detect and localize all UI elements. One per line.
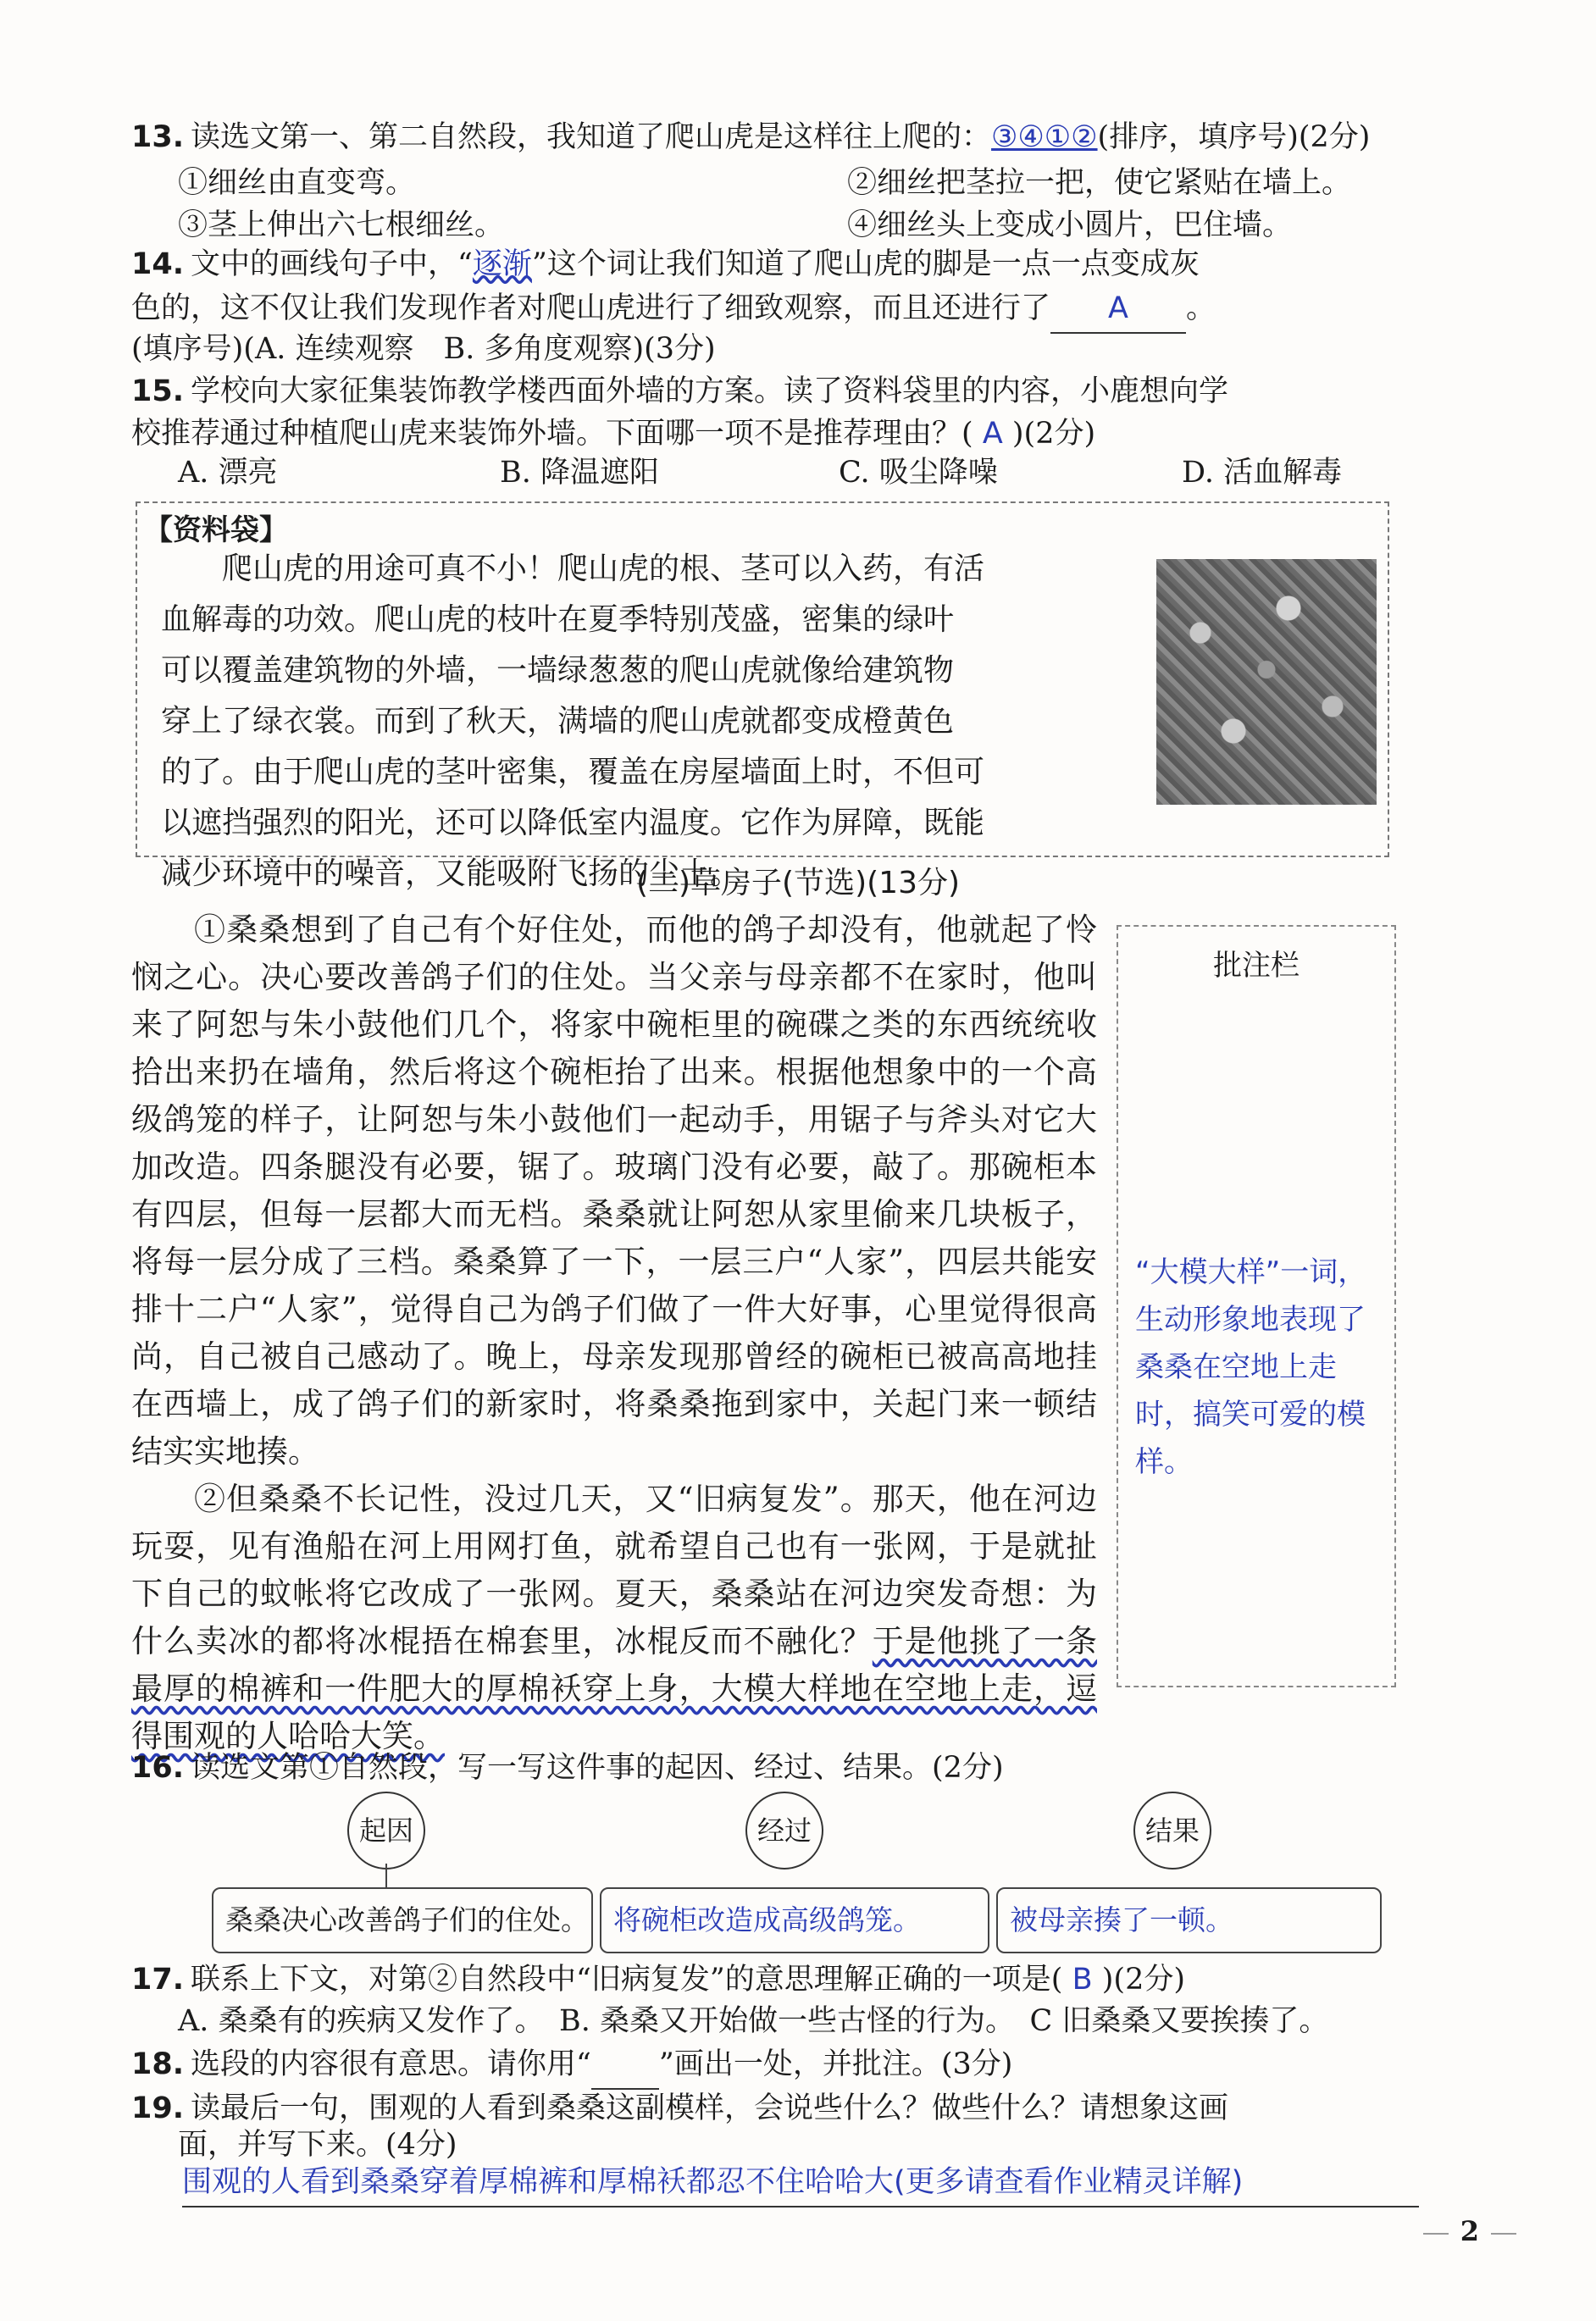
question-text: 读最后一句，围观的人看到桑桑这副模样，会说些什么？做些什么？请想象这画 xyxy=(191,2091,1229,2125)
annotation-title: 批注栏 xyxy=(1213,949,1300,983)
question-number: 19. xyxy=(131,2091,185,2125)
q15-option-d: D. 活血解毒 xyxy=(1182,456,1343,490)
question-16 xyxy=(131,1745,1004,1792)
info-box-body xyxy=(161,544,1262,900)
question-number: 16. xyxy=(131,1751,185,1785)
q13-option-3: ③茎上伸出六七根细丝。 xyxy=(178,208,505,242)
question-text: 色的，这不仅让我们发现作者对爬山虎进行了细致观察，而且还进行了 xyxy=(131,291,1051,325)
annotation-text: “大模大样”一词，生动形象地表现了桑桑在空地上走时，搞笑可爱的模样。 xyxy=(1135,1255,1367,1479)
question-text: ”这个词让我们知道了爬山虎的脚是一点一点变成灰 xyxy=(531,247,1200,281)
ivy-photo xyxy=(1156,559,1377,805)
question-14-line3: (填序号)(A. 连续观察 B. 多角度观察)(3分) xyxy=(131,332,716,366)
info-line: 减少环境中的噪音，又能吸附飞扬的尘土。 xyxy=(161,856,741,891)
connector xyxy=(385,1864,387,1887)
question-number: 18. xyxy=(131,2047,185,2081)
cause-box: 桑桑决心改善鸽子们的住处。 xyxy=(212,1887,593,1953)
process-box: 将碗柜改造成高级鸽笼。 xyxy=(600,1887,989,1953)
annotation-column xyxy=(1117,925,1396,1687)
q17-options: A. 桑桑有的疾病又发作了。 B. 桑桑又开始做一些古怪的行为。 C 旧桑桑又要挨揍了。 xyxy=(178,2004,1329,2038)
question-number: 17. xyxy=(131,1963,185,1997)
question-text: 学校向大家征集装饰教学楼西面外墙的方案。读了资料袋里的内容，小鹿想向学 xyxy=(191,374,1229,408)
answer-text: B xyxy=(1072,1963,1093,1997)
q15-option-a: A. 漂亮 xyxy=(178,456,278,490)
question-14 xyxy=(131,241,1200,288)
story-paragraph-2 xyxy=(131,1476,1097,1760)
q15-option-b: B. 降温遮阳 xyxy=(500,456,659,490)
process-label: 经过 xyxy=(745,1792,823,1870)
q13-option-1: ①细丝由直变弯。 xyxy=(178,166,416,200)
answer-blank: A xyxy=(1050,285,1186,334)
answer-text: ③④①② xyxy=(991,120,1098,154)
cause-label: 起因 xyxy=(347,1792,425,1870)
result-box: 被母亲揍了一顿。 xyxy=(996,1887,1382,1953)
section-title: (二)草房子(节选)(13分) xyxy=(635,866,961,900)
question-text: ”画出一处，并批注。(3分) xyxy=(658,2047,1013,2081)
story-text-part: ②但桑桑不长记性，没过几天，又“旧病复发”。那天，他在河边玩耍，见有渔船在河上用网打鱼，就希望自己也有一张网，于是就扯下自己的蚊帐将它改成了一张网。夏天，桑桑站在河边突发奇想：为什么卖冰的都将冰棍捂在棉套里，冰棍反而不融化？ xyxy=(131,1481,1097,1659)
question-text: 读选文第①自然段，写一写这件事的起因、经过、结果。(2分) xyxy=(191,1751,1004,1785)
info-line: 的了。由于爬山虎的茎叶密集，覆盖在房屋墙面上时，不但可 xyxy=(161,755,985,789)
question-text: 校推荐通过种植爬山虎来装饰外墙。下面哪一项不是推荐理由？( xyxy=(131,417,973,451)
question-text: 选段的内容很有意思。请你用“ xyxy=(191,2047,591,2081)
question-18 xyxy=(131,2041,1012,2090)
question-13 xyxy=(131,114,1370,161)
question-text: 读选文第一、第二自然段，我知道了爬山虎是这样往上爬的： xyxy=(191,120,992,154)
question-text: 联系上下文，对第②自然段中“旧病复发”的意思理解正确的一项是( xyxy=(191,1963,1063,1997)
info-line: 以遮挡强烈的阳光，还可以降低室内温度。它作为屏障，既能 xyxy=(161,806,985,840)
question-text: 。 xyxy=(1186,291,1216,325)
answer-text: A xyxy=(982,417,1003,451)
info-box-title: 【资料袋】 xyxy=(144,513,288,547)
question-number: 14. xyxy=(131,247,185,281)
underlined-sentence: 于是他挑了一条最厚的棉裤和一件肥大的厚棉袄穿上身，大模大样地在空地上走，逗得围观的人哈哈大笑。 xyxy=(131,1623,1098,1754)
question-text: 文中的画线句子中，“ xyxy=(191,247,473,281)
story-text xyxy=(131,906,1097,1760)
q13-option-2: ②细丝把茎拉一把，使它紧贴在墙上。 xyxy=(847,166,1352,200)
q13-option-4: ④细丝头上变成小圆片，巴住墙。 xyxy=(847,208,1293,242)
question-19-line2: 面，并写下来。(4分) xyxy=(178,2128,457,2162)
question-number: 13. xyxy=(131,120,185,154)
answer-line: 围观的人看到桑桑穿着厚棉裤和厚棉袄都忍不住哈哈大(更多请查看作业精灵详解) xyxy=(182,2158,1419,2207)
info-line: 穿上了绿衣裳。而到了秋天，满墙的爬山虎就都变成橙黄色 xyxy=(161,704,955,739)
question-number: 15. xyxy=(131,374,185,408)
question-text: )(2分) xyxy=(1011,417,1096,451)
info-line: 血解毒的功效。爬山虎的枝叶在夏季特别茂盛，密集的绿叶 xyxy=(161,602,955,637)
question-15 xyxy=(131,368,1228,415)
page-number: 2 xyxy=(1411,2215,1528,2247)
keyword: 逐渐 xyxy=(472,247,532,281)
underline-sample xyxy=(591,2041,659,2090)
info-line: 爬山虎的用途可真不小！爬山虎的根、茎可以入药，有活 xyxy=(161,551,985,586)
question-suffix: (排序，填序号)(2分) xyxy=(1097,120,1371,154)
question-17 xyxy=(131,1957,1185,2003)
q15-option-c: C. 吸尘降噪 xyxy=(839,456,998,490)
story-paragraph-1: ①桑桑想到了自己有个好住处，而他的鸽子却没有，他就起了怜悯之心。决心要改善鸽子们的住处。当父亲与母亲都不在家时，他叫来了阿恕与朱小鼓他们几个，将家中碗柜里的碗碟之类的东西统统收拾出来扔在墙角，然后将这个碗柜抬了出来。根据他想象中的一个高级鸽笼的样子，让阿恕与朱小鼓他们一起动手，用锯子与斧头对它大加改造。四条腿没有必要，锯了。玻璃门没有必要，敲了。那碗柜本有四层，但每一层都大而无档。桑桑就让阿恕从家里偷来几块板子，将每一层分成了三档。桑桑算了一下，一层三户“人家”，四层共能安排十二户“人家”，觉得自己为鸽子们做了一件大好事，心里觉得很高尚，自己被自己感动了。晚上，母亲发现那曾经的碗柜已被高高地挂在西墙上，成了鸽子们的新家时，将桑桑拖到家中，关起门来一顿结结实实地揍。 xyxy=(131,911,1097,1470)
question-text: )(2分) xyxy=(1101,1963,1185,1997)
result-label: 结果 xyxy=(1133,1792,1211,1870)
info-line: 可以覆盖建筑物的外墙，一墙绿葱葱的爬山虎就像给建筑物 xyxy=(161,653,955,688)
